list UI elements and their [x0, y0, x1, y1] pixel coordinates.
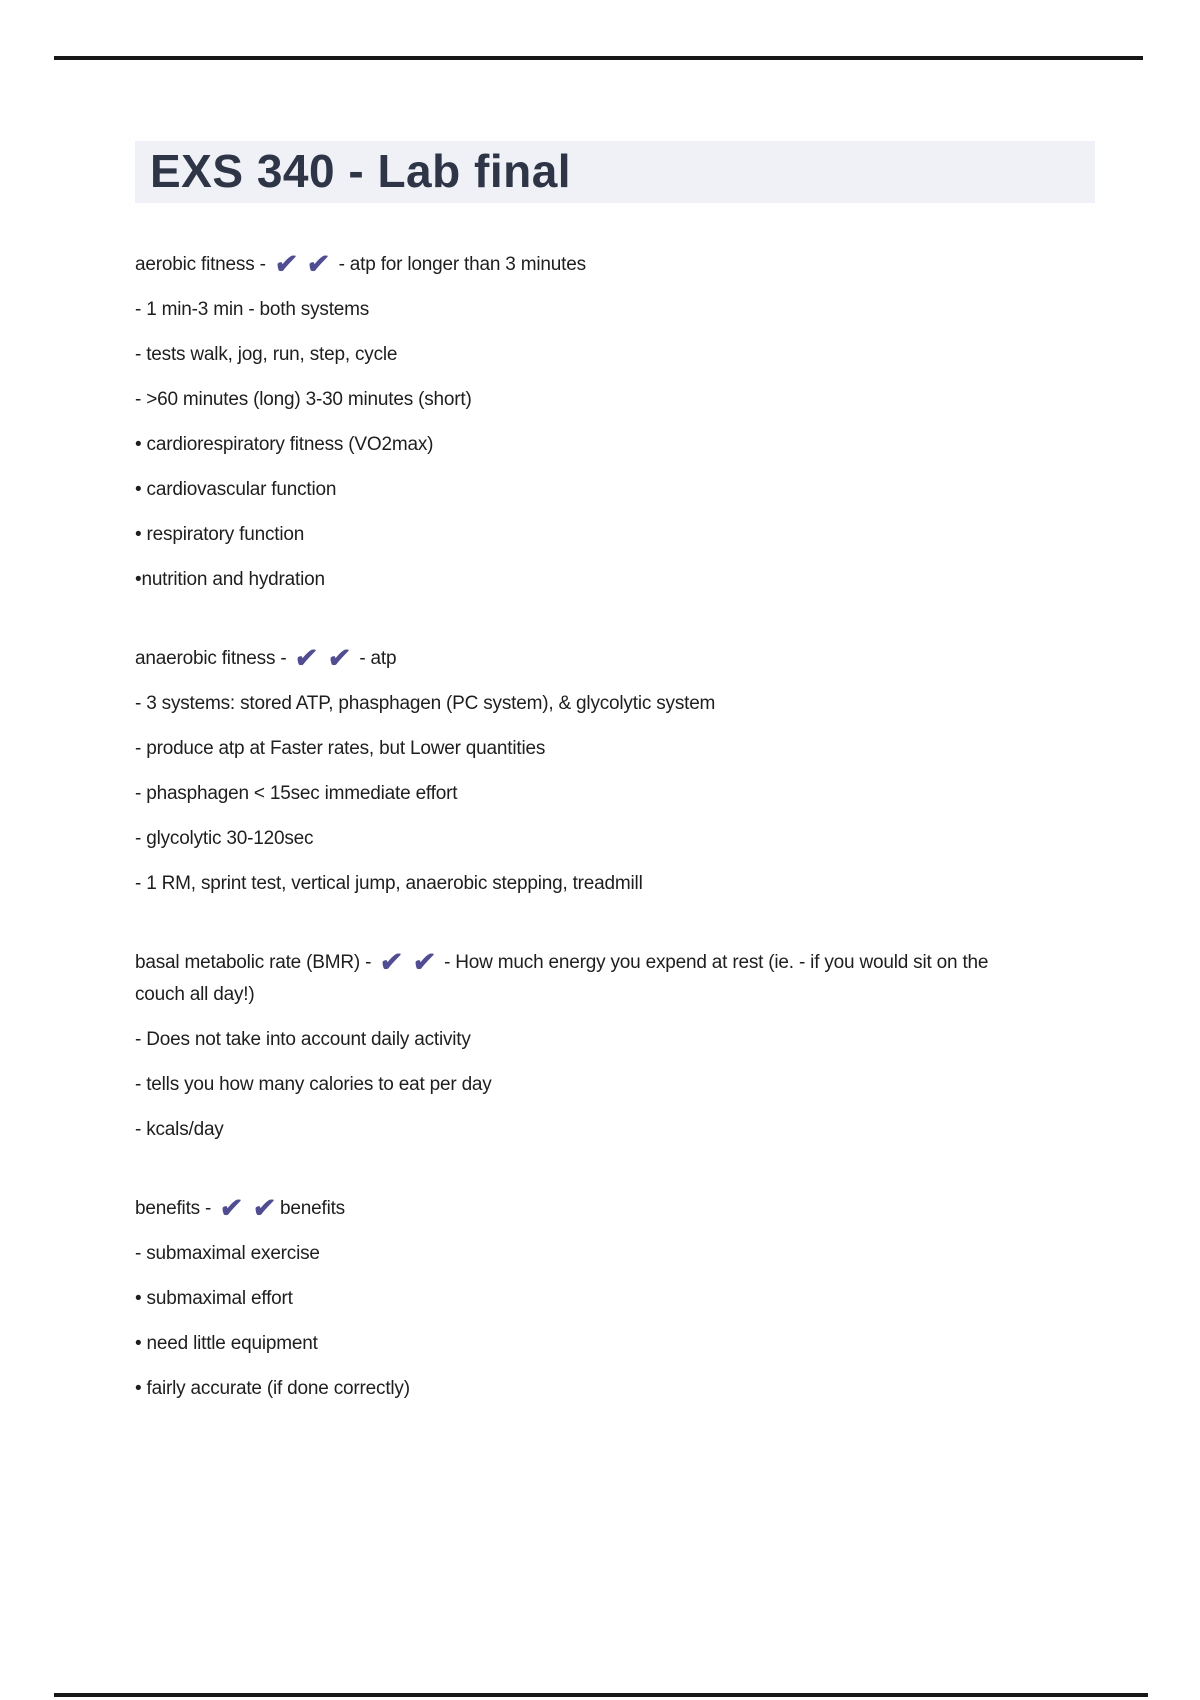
detail-line: - >60 minutes (long) 3-30 minutes (short)	[135, 389, 472, 410]
definition-text: - atp for longer than 3 minutes	[338, 254, 586, 275]
detail-line: - tests walk, jog, run, step, cycle	[135, 344, 398, 365]
term-text: benefits -	[135, 1198, 212, 1219]
detail-line: - 1 RM, sprint test, vertical jump, anaerobic stepping, treadmill	[135, 873, 643, 894]
term-text: aerobic fitness -	[135, 254, 266, 275]
page-title: EXS 340 - Lab final	[135, 141, 1095, 203]
term-line: aerobic fitness - ✔ ✔ - atp for longer than 3 minutes	[135, 249, 586, 279]
detail-line: - glycolytic 30-120sec	[135, 828, 314, 849]
definition-text: - atp	[359, 648, 397, 669]
definition-section	[135, 1193, 1095, 1405]
definition-sections	[135, 249, 1095, 1405]
definition-section	[135, 249, 1095, 596]
detail-line: - tells you how many calories to eat per day	[135, 1074, 492, 1095]
detail-line: • respiratory function	[135, 524, 305, 545]
term-line: basal metabolic rate (BMR) - ✔ ✔ - How much energy you expend at rest (ie. - if you would sit on the couch all day!)	[135, 947, 1095, 1011]
detail-line: - 1 min-3 min - both systems	[135, 299, 370, 320]
bottom-rule	[54, 1693, 1148, 1697]
detail-line: - 3 systems: stored ATP, phasphagen (PC system), & glycolytic system	[135, 693, 716, 714]
definition-section	[135, 643, 1095, 900]
top-rule	[54, 56, 1143, 60]
detail-line: • need little equipment	[135, 1333, 318, 1354]
detail-line: •nutrition and hydration	[135, 569, 325, 590]
detail-line: • submaximal effort	[135, 1288, 293, 1309]
definition-text: - How much energy you expend at rest (ie. - if you would sit on the	[444, 952, 989, 973]
detail-line: • cardiovascular function	[135, 479, 337, 500]
detail-line: - phasphagen < 15sec immediate effort	[135, 783, 458, 804]
detail-line: - Does not take into account daily activity	[135, 1029, 471, 1050]
definition-text: benefits	[280, 1198, 345, 1219]
definition-section	[135, 947, 1095, 1146]
term-text: anaerobic fitness -	[135, 648, 287, 669]
detail-line: - submaximal exercise	[135, 1243, 320, 1264]
term-text: basal metabolic rate (BMR) -	[135, 952, 372, 973]
detail-line: • cardiorespiratory fitness (VO2max)	[135, 434, 434, 455]
term-line: benefits - ✔ ✔ benefits	[135, 1193, 345, 1223]
detail-line: - kcals/day	[135, 1119, 224, 1140]
term-line: anaerobic fitness - ✔ ✔ - atp	[135, 643, 397, 673]
detail-line: • fairly accurate (if done correctly)	[135, 1378, 410, 1399]
definition-text-continued: couch all day!)	[135, 984, 255, 1005]
detail-line: - produce atp at Faster rates, but Lower quantities	[135, 738, 546, 759]
